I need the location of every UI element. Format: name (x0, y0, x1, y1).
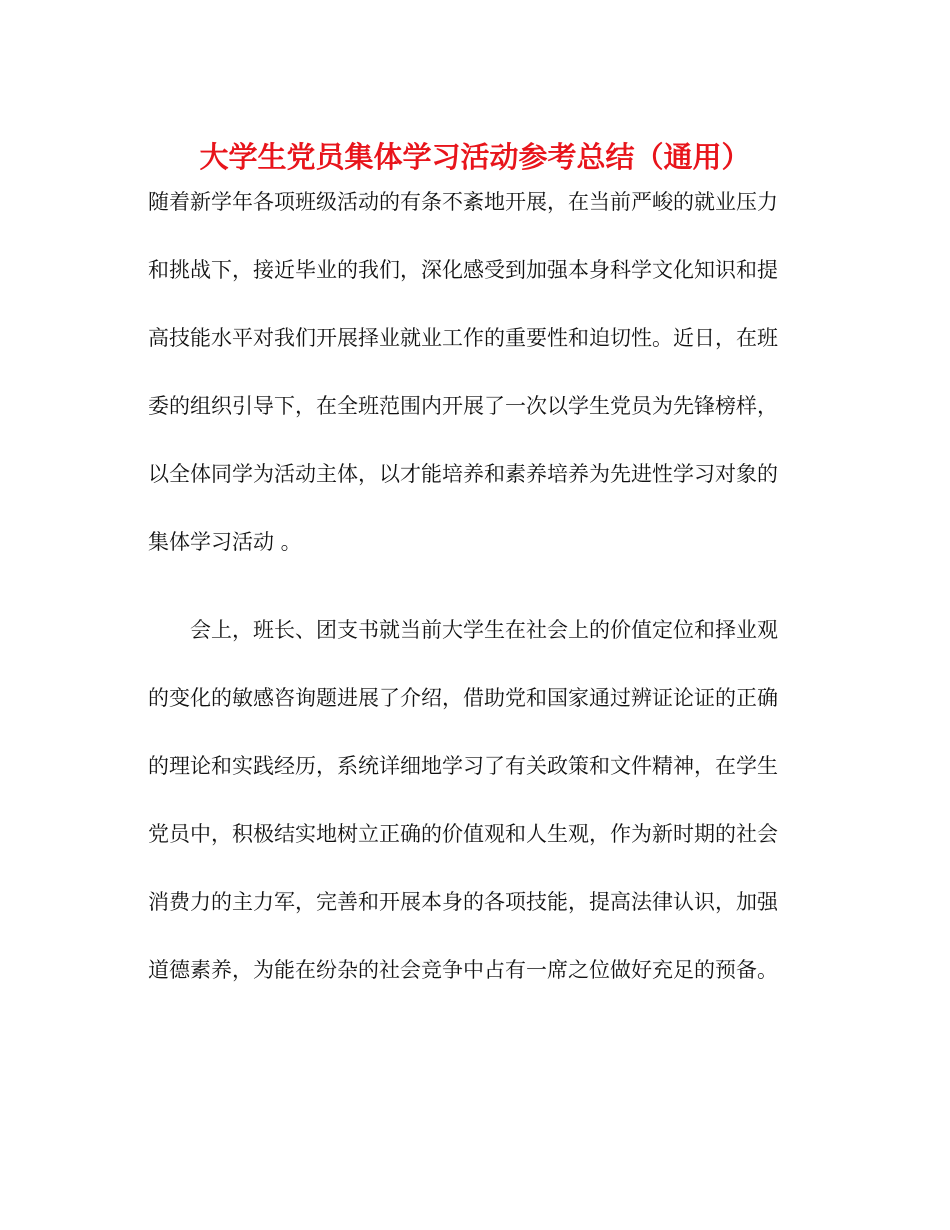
paragraph-line: 道德素养，为能在纷杂的社会竞争中占有一席之位做好充足的预备。 (148, 958, 778, 982)
paragraph-line: 委的组织引导下，在全班范围内开展了一次以学生党员为先锋榜样， (148, 394, 778, 418)
paragraph-1 (148, 168, 808, 576)
paragraph-line: 随着新学年各项班级活动的有条不紊地开展，在当前严峻的就业压力 (148, 190, 778, 214)
paragraph-line: 消费力的主力军，完善和开展本身的各项技能，提高法律认识，加强 (148, 890, 778, 914)
paragraph-line: 集体学习活动 。 (148, 530, 302, 554)
paragraph-line: 高技能水平对我们开展择业就业工作的重要性和迫切性。近日，在班 (148, 326, 778, 350)
document-title: 大学生党员集体学习活动参考总结（通用） (199, 140, 751, 174)
paragraph-line: 党员中，积极结实地树立正确的价值观和人生观，作为新时期的社会 (148, 822, 778, 846)
paragraph-line: 的变化的敏感咨询题进展了介绍，借助党和国家通过辨证论证的正确 (148, 686, 778, 710)
paragraph-line: 的理论和实践经历，系统详细地学习了有关政策和文件精神，在学生 (148, 754, 778, 778)
paragraph-line: 会上，班长、团支书就当前大学生在社会上的价值定位和择业观 (190, 618, 778, 642)
paragraph-line: 以全体同学为活动主体，以才能培养和素养培养为先进性学习对象的 (148, 462, 778, 486)
paragraph-2 (148, 596, 808, 1004)
paragraph-line: 和挑战下，接近毕业的我们，深化感受到加强本身科学文化知识和提 (148, 258, 778, 282)
